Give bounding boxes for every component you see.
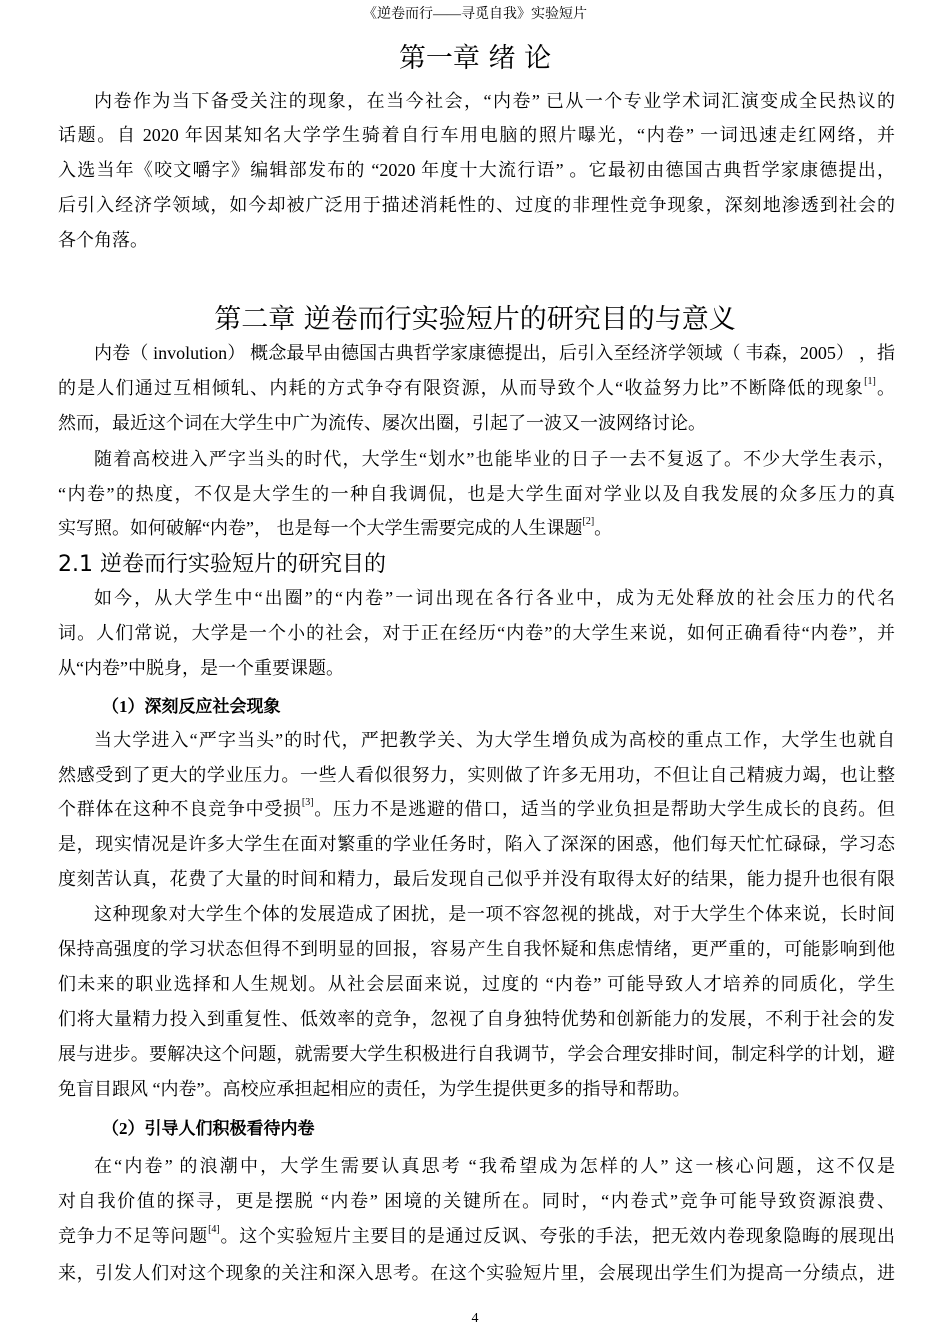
paragraph-line: 实写照。如何破解“内卷”， 也是每一个大学生需要完成的人生课题[2]。 — [58, 516, 613, 538]
paragraph-line: 随着高校进入严字当头的时代，大学生“划水”也能毕业的日子一去不复返了。不少大学生表示， — [94, 449, 895, 469]
paragraph-line: 词。人们常说，大学是一个小的社会，对于正在经历“内卷”的大学生来说，如何正确看待“内卷”，并 — [58, 623, 895, 643]
paragraph-line: 的是人们通过互相倾轧、内耗的方式争夺有限资源，从而导致个人“收益努力比”不断降低的现象[1]。 — [58, 376, 895, 398]
paragraph-line: 然感受到了更大的学业压力。一些人看似很努力，实则做了许多无用功，不但让自己精疲力竭，也让整 — [58, 765, 895, 785]
paragraph-line: 来，引发人们对这个现象的关注和深入思考。在这个实验短片里，会展现出学生们为提高一分绩点，进 — [58, 1263, 895, 1283]
paragraph-line: 在“内卷” 的浪潮中，大学生需要认真思考 “我希望成为怎样的人” 这一核心问题，这不仅是 — [94, 1156, 895, 1176]
citation-ref: [1] — [864, 376, 876, 387]
paragraph-line: 们未来的职业选择和人生规划。从社会层面来说，过度的 “内卷” 可能导致人才培养的同质化，学生 — [58, 974, 895, 994]
paragraph-line: 各个角落。 — [58, 230, 148, 250]
subheading-1: （1）深刻反应社会现象 — [102, 697, 281, 716]
paragraph-line: 个群体在这种不良竞争中受损[3]。压力不是逃避的借口，适当的学业负担是帮助大学生成长的良药。但 — [58, 797, 896, 819]
paragraph-line: 如今，从大学生中“出圈”的“内卷”一词出现在各行各业中，成为无处释放的社会压力的代名 — [94, 588, 895, 608]
paragraph-line: 从“内卷”中脱身，是一个重要课题。 — [58, 658, 344, 678]
paragraph-line: 是，现实情况是许多大学生在面对繁重的学业任务时，陷入了深深的困惑，他们每天忙忙碌碌，学习态 — [58, 834, 895, 854]
paragraph-line: 竞争力不足等问题[4]。这个实验短片主要目的是通过反讽、夸张的手法，把无效内卷现象隐晦的展现出 — [58, 1224, 895, 1246]
citation-ref: [2] — [582, 516, 595, 527]
paragraph-line: 内卷作为当下备受关注的现象，在当今社会，“内卷” 已从一个专业学术词汇演变成全民热议的 — [94, 91, 895, 111]
paragraph-line: 后引入经济学领域，如今却被广泛用于描述消耗性的、过度的非理性竞争现象，深刻地渗透到社会的 — [58, 195, 895, 215]
section-2-1-heading: 2.1 逆卷而行实验短片的研究目的 — [58, 552, 386, 577]
paragraph-line: 内卷（ involution） 概念最早由德国古典哲学家康德提出，后引入至经济学领域（ 韦森，2005） ，指 — [94, 343, 895, 363]
paragraph-line: 当大学进入“严字当头”的时代，严把教学关、为大学生增负成为高校的重点工作，大学生也就自 — [94, 730, 895, 750]
running-header: 《逆卷而行——寻觅自我》实验短片 — [363, 7, 587, 22]
paragraph-line: 们将大量精力投入到重复性、低效率的竞争，忽视了自身独特优势和创新能力的发展，不利于社会的发 — [58, 1009, 895, 1029]
chapter2-title: 第二章 逆卷而行实验短片的研究目的与意义 — [214, 304, 736, 335]
paragraph-line: 对自我价值的探寻，更是摆脱 “内卷” 困境的关键所在。同时，“内卷式”竞争可能导致资源浪费、 — [58, 1191, 895, 1211]
paragraph-line: 然而，最近这个词在大学生中广为流传、屡次出圈，引起了一波又一波网络讨论。 — [58, 413, 706, 433]
citation-ref: [4] — [208, 1224, 220, 1235]
paragraph-line: 保持高强度的学习状态但得不到明显的回报，容易产生自我怀疑和焦虑情绪，更严重的，可能影响到他 — [58, 939, 895, 959]
paragraph-line: “内卷”的热度，不仅是大学生的一种自我调侃，也是大学生面对学业以及自我发展的众多压力的真 — [58, 484, 895, 504]
page-number: 4 — [471, 1311, 479, 1326]
paragraph-line: 度刻苦认真，花费了大量的时间和精力，最后发现自己似乎并没有取得太好的结果，能力提升也很有限 — [58, 869, 895, 889]
subheading-2: （2）引导人们积极看待内卷 — [102, 1119, 315, 1138]
paragraph-line: 入选当年《咬文嚼字》编辑部发布的 “2020 年度十大流行语” 。它最初由德国古典哲学家康德提出， — [58, 160, 895, 180]
paragraph-line: 展与进步。要解决这个问题，就需要大学生积极进行自我调节，学会合理安排时间，制定科学的计划，避 — [58, 1044, 895, 1064]
paragraph-line: 话题。自 2020 年因某知名大学学生骑着自行车用电脑的照片曝光，“内卷” 一词迅速走红网络，并 — [58, 125, 895, 145]
paragraph-line: 免盲目跟风 “内卷”。高校应承担起相应的责任，为学生提供更多的指导和帮助。 — [58, 1079, 691, 1099]
citation-ref: [3] — [301, 797, 314, 808]
chapter1-title: 第一章 绪 论 — [398, 43, 552, 74]
paragraph-line: 这种现象对大学生个体的发展造成了困扰，是一项不容忽视的挑战，对于大学生个体来说，长时间 — [94, 904, 895, 924]
